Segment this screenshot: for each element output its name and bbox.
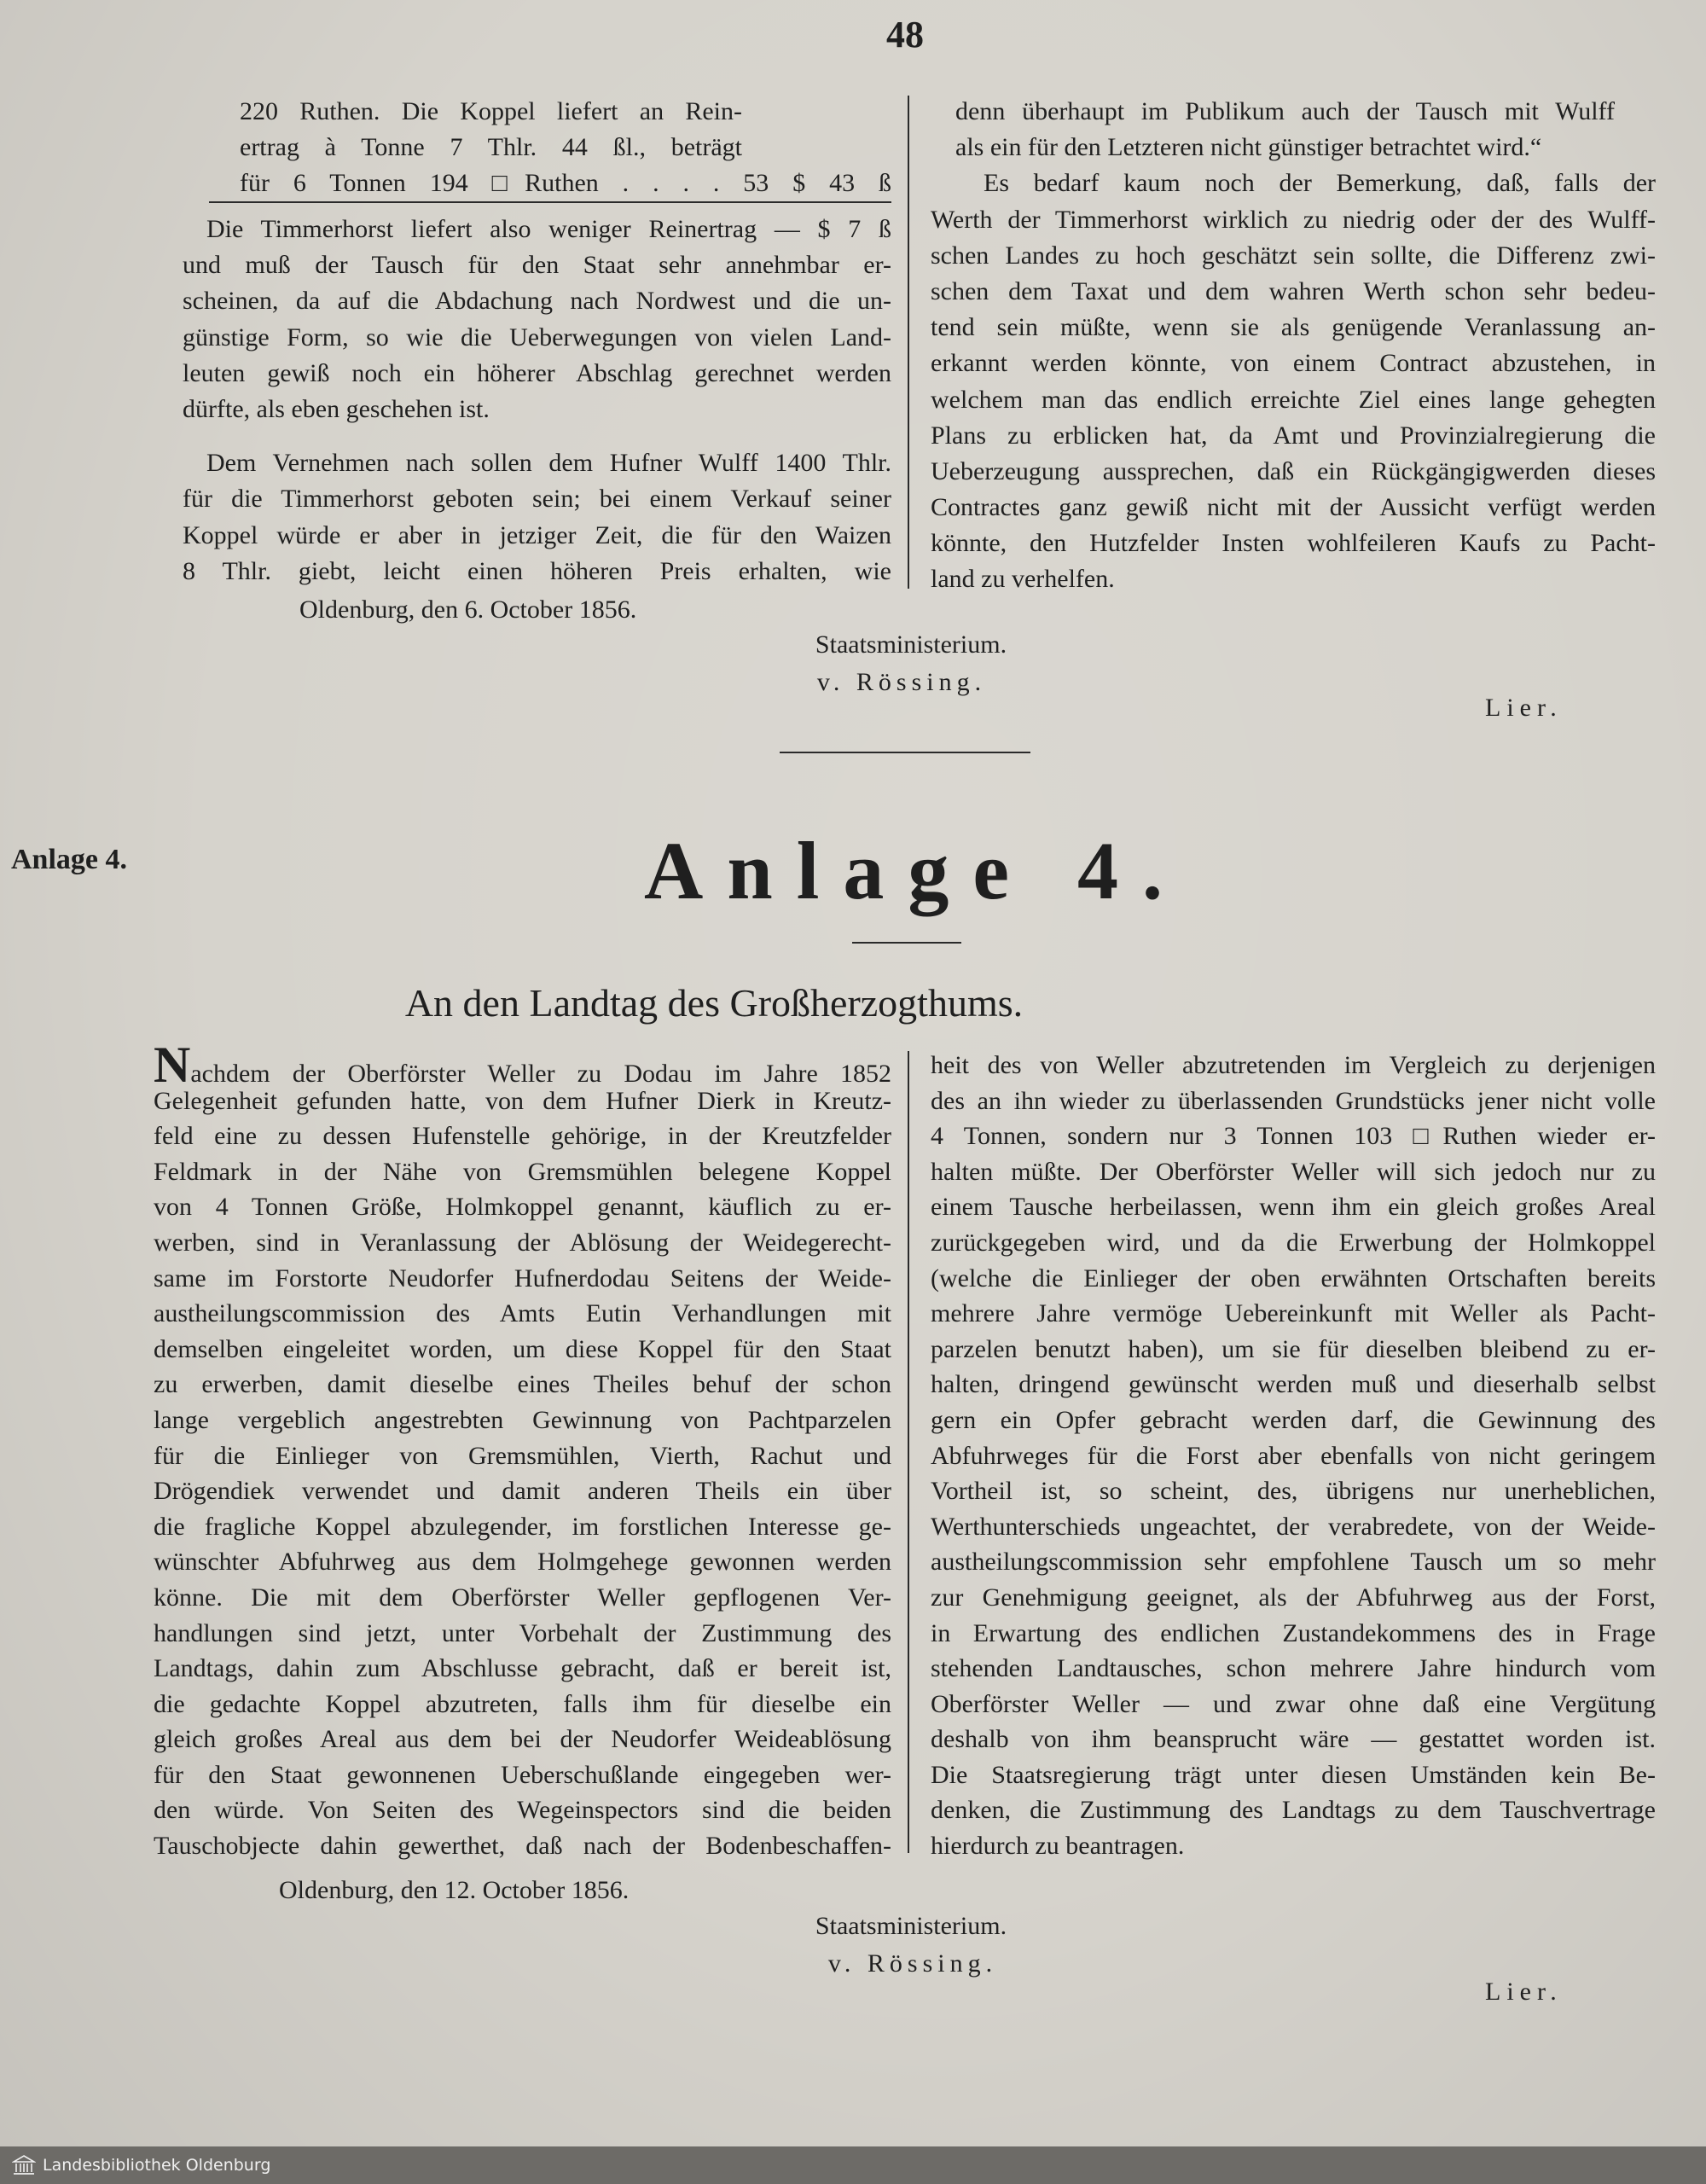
text-line: von 4 Tonnen Größe, Holmkoppel genannt, käuflich zu er- — [154, 1193, 891, 1222]
table-line: 220 Ruthen. Die Koppel liefert an Rein- — [240, 97, 742, 125]
text-line: Die Timmerhorst liefert also weniger Reinertrag — $ 7 ß — [206, 215, 891, 243]
text-line: mehrere Jahre vermöge Uebereinkunft mit Weller als Pacht- — [931, 1299, 1656, 1328]
paragraph — [931, 94, 1656, 166]
heading-rule — [852, 942, 961, 944]
text-line: demselben eingeleitet worden, um diese Koppel für den Staat — [154, 1334, 891, 1363]
text-line: halten müßte. Der Oberförster Weller will sich jedoch nur zu — [931, 1157, 1656, 1186]
column-divider — [908, 96, 909, 589]
text-line: schen dem Taxat und dem wahren Werth schon sehr bedeu- — [931, 276, 1656, 305]
paragraph — [183, 212, 891, 427]
dateline: Oldenburg, den 6. October 1856. — [299, 595, 637, 624]
text-line: des an ihn wieder zu überlassenden Grundstücks jener nicht volle — [931, 1086, 1656, 1115]
text-line: Contractes ganz gewiß nicht mit der Aussicht verfügt werden — [931, 493, 1656, 522]
paragraph — [931, 166, 1656, 597]
text-line: Abfuhrweges für die Forst aber ebenfalls von nicht geringem — [931, 1441, 1656, 1470]
page-number: 48 — [886, 14, 924, 55]
text-line: denn überhaupt im Publikum auch der Tausch mit Wulff — [955, 97, 1615, 125]
text-line: leuten gewiß noch ein höherer Abschlag gerechnet werden — [183, 358, 891, 387]
top-right-column — [931, 94, 1656, 598]
paragraph — [183, 445, 891, 590]
bottom-right-column — [931, 1048, 1656, 1864]
text-line: Tauschobjecte dahin gewerthet, daß nach der Bodenbeschaffen- — [154, 1832, 891, 1861]
top-left-column — [183, 212, 891, 590]
text-line: halten, dringend gewünscht werden muß und dieserhalb selbst — [931, 1370, 1656, 1399]
text-line: gern ein Opfer gebracht werden darf, die Gewinnung des — [931, 1405, 1656, 1434]
text-line: werben, sind in Veranlassung der Ablösung der Weidegerecht- — [154, 1228, 891, 1257]
text-line: den würde. Von Seiten des Wegeinspectors sind die beiden — [154, 1796, 891, 1825]
text-line: denken, die Zustimmung des Landtags zu dem Tauschvertrage — [931, 1796, 1656, 1825]
text-line: Oberförster Weller — und zwar ohne daß eine Vergütung — [931, 1689, 1656, 1718]
signature-authority: Staatsministerium. — [815, 1912, 1007, 1940]
text-line: (welche die Einlieger der oben erwähnten Ortschaften bereits — [931, 1263, 1656, 1292]
text-line: Nachdem der Oberförster Weller zu Dodau im Jahre 1852 — [154, 1037, 891, 1093]
text-line: für die Einlieger von Gremsmühlen, Vierth, Rachut und — [154, 1441, 891, 1470]
signature-minister: v. Rössing. — [827, 1949, 998, 1978]
text-line: zu erwerben, damit dieselbe eines Theiles behuf der schon — [154, 1370, 891, 1399]
library-building-icon — [12, 2153, 36, 2177]
signature-authority: Staatsministerium. — [815, 630, 1007, 659]
text-line: Die Staatsregierung trägt unter diesen Umständen kein Be- — [931, 1760, 1656, 1789]
text-line: Gelegenheit gefunden hatte, von dem Hufner Dierk in Kreutz- — [154, 1086, 891, 1115]
text-line: deshalb von ihm beansprucht wäre — gestattet worden ist. — [931, 1725, 1656, 1754]
text-line: heit des von Weller abzutretenden im Vergleich zu derjenigen — [931, 1051, 1656, 1079]
text-line: einem Tausche herbeilassen, wenn ihm ein gleich großes Areal — [931, 1193, 1656, 1222]
text-line: austheilungscommission sehr empfohlene Tausch um so mehr — [931, 1548, 1656, 1577]
text-line: als ein für den Letzteren nicht günstiger betrachtet wird.“ — [955, 133, 1542, 162]
text-line: feld eine zu dessen Hufenstelle gehörige, in der Kreutzfelder — [154, 1122, 891, 1151]
signature-cosigner: Lier. — [1485, 694, 1563, 722]
table-sum-rule — [209, 201, 891, 203]
text-line: Ueberzeugung aussprechen, daß ein Rückgängigwerden dieses — [931, 456, 1656, 485]
section-rule — [780, 752, 1030, 753]
text-line: welchem man das endlich erreichte Ziel eines lange gehegten — [931, 385, 1656, 414]
text-line: 4 Tonnen, sondern nur 3 Tonnen 103 □Ruthen wieder er- — [931, 1122, 1656, 1151]
text-line: könnte, den Hutzfelder Insten wohlfeileren Kaufs zu Pacht- — [931, 529, 1656, 558]
text-line: tend sein müßte, wenn sie als genügende Veranlassung an- — [931, 313, 1656, 342]
text-line: Es bedarf kaum noch der Bemerkung, daß, falls der — [984, 169, 1656, 198]
text-line: handlungen sind jetzt, unter Vorbehalt der Zustimmung des — [154, 1618, 891, 1647]
text-line: Plans zu erblicken hat, da Amt und Provinzialregierung die — [931, 421, 1656, 450]
digitization-footer — [0, 2146, 1706, 2184]
text-line: Feldmark in der Nähe von Gremsmühlen belegene Koppel — [154, 1157, 891, 1186]
column-divider — [908, 1051, 909, 1853]
appendix-heading: Anlage 4. — [644, 825, 1187, 916]
text-line: schen Landes zu hoch geschätzt sein sollte, die Differenz zwi- — [931, 241, 1656, 270]
text-line: hierdurch zu beantragen. — [931, 1832, 1185, 1861]
text-line: und muß der Tausch für den Staat sehr annehmbar er- — [183, 251, 891, 280]
dateline: Oldenburg, den 12. October 1856. — [279, 1876, 630, 1904]
text-line: Werth der Timmerhorst wirklich zu niedrig oder der des Wulff- — [931, 205, 1656, 234]
text-line: Werthunterschieds ungeachtet, der verabredete, von der Weide- — [931, 1512, 1656, 1541]
text-line: günstige Form, so wie die Ueberwegungen von vielen Land- — [183, 322, 891, 351]
address-subheading: An den Landtag des Großherzogthums. — [404, 981, 1024, 1025]
text-line: Drögendiek verwendet und damit anderen Theils ein über — [154, 1477, 891, 1506]
text-line: erkannt werden könnte, von einem Contract abzustehen, in — [931, 349, 1656, 378]
text-line: austheilungscommission des Amts Eutin Verhandlungen mit — [154, 1299, 891, 1328]
signature-minister: v. Rössing. — [816, 668, 987, 696]
signature-cosigner: Lier. — [1485, 1978, 1563, 2006]
text-line: Dem Vernehmen nach sollen dem Hufner Wulff 1400 Thlr. — [206, 449, 891, 478]
text-line: könne. Die mit dem Oberförster Weller gepflogenen Ver- — [154, 1583, 891, 1612]
text-line: stehenden Landtausches, schon mehrere Jahre hindurch vom — [931, 1654, 1656, 1683]
text-line: in Erwartung des endlichen Zustandekommens des in Frage — [931, 1618, 1656, 1647]
text-line: gleich großes Areal aus dem bei der Neudorfer Weideablösung — [154, 1725, 891, 1754]
text-line: für die Timmerhorst geboten sein; bei einem Verkauf seiner — [183, 485, 891, 514]
text-line: lange vergeblich angestrebten Gewinnung von Pachtparzelen — [154, 1405, 891, 1434]
table-line: für 6 Tonnen 194 □Ruthen . . . . 53 $ 43 ß — [240, 169, 891, 198]
text-line: dürfte, als eben geschehen ist. — [183, 394, 490, 423]
valuation-table — [240, 94, 891, 202]
table-line: ertrag à Tonne 7 Thlr. 44 ßl., beträgt — [240, 133, 742, 162]
text-line: die gedachte Koppel abzutreten, falls ihm für dieselbe ein — [154, 1689, 891, 1718]
paragraph — [931, 1048, 1656, 1864]
margin-label: Anlage 4. — [11, 844, 127, 875]
text-line: scheinen, da auf die Abdachung nach Nordwest und die un- — [183, 287, 891, 316]
paragraph — [154, 1037, 891, 1864]
text-line: same im Forstorte Neudorfer Hufnerdodau Seitens der Weide- — [154, 1263, 891, 1292]
text-line: Koppel würde er aber in jetziger Zeit, die für den Waizen — [183, 520, 891, 549]
text-line: wünschter Abfuhrweg aus dem Holmgehege gewonnen werden — [154, 1548, 891, 1577]
text-line: zur Genehmigung geeignet, als der Abfuhrweg aus der Forst, — [931, 1583, 1656, 1612]
text-line: land zu verhelfen. — [931, 565, 1115, 594]
text-line: zurückgegeben wird, und da die Erwerbung der Holmkoppel — [931, 1228, 1656, 1257]
text-line: Landtags, dahin zum Abschlusse gebracht, daß er bereit ist, — [154, 1654, 891, 1683]
text-line: Vortheil ist, so scheint, des, übrigens nur unerheblichen, — [931, 1477, 1656, 1506]
text-line: parzelen benutzt haben), um sie für dieselben bleibend zu er- — [931, 1334, 1656, 1363]
text-line: 8 Thlr. giebt, leicht einen höheren Preis erhalten, wie — [183, 556, 891, 585]
text-line: die fragliche Koppel abzulegender, im forstlichen Interesse ge- — [154, 1512, 891, 1541]
bottom-left-column — [154, 1037, 891, 1864]
library-name: Landesbibliothek Oldenburg — [43, 2156, 271, 2175]
text-line: für den Staat gewonnenen Ueberschußlande eingegeben wer- — [154, 1760, 891, 1789]
